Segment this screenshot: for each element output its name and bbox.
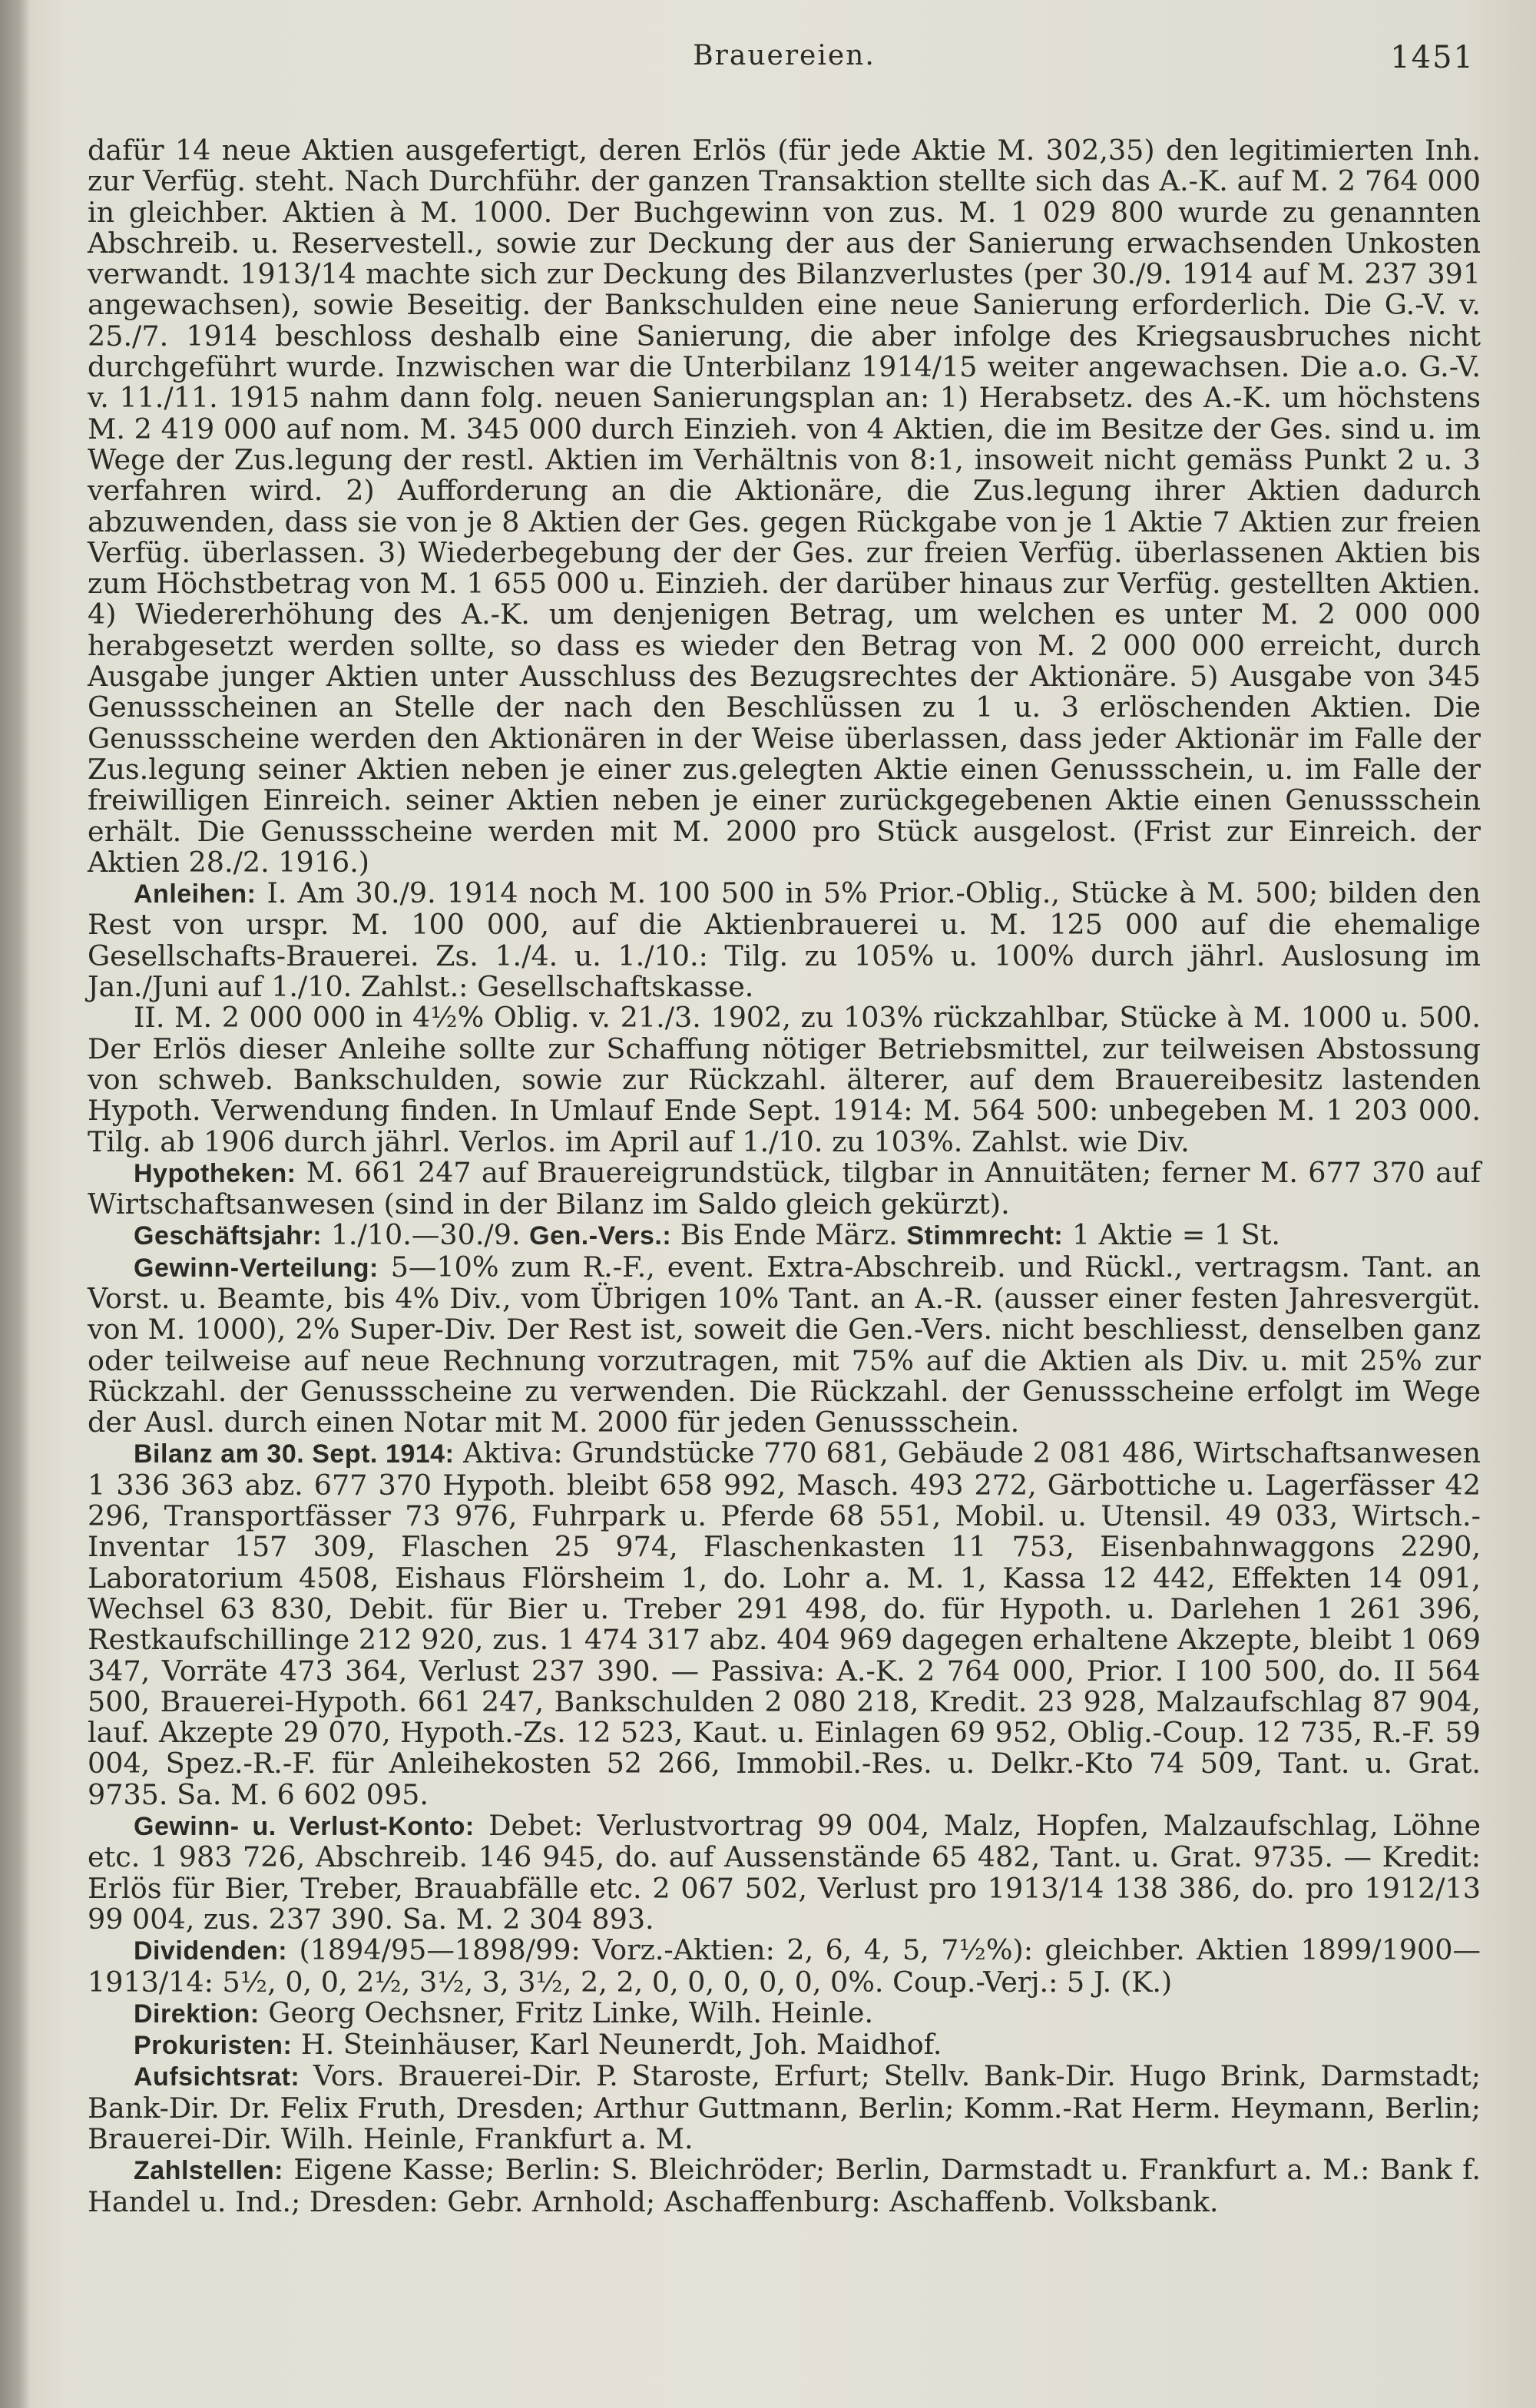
section-label-dividenden: Dividenden: [134, 1936, 288, 1966]
article-body [88, 135, 1481, 2218]
paragraph-prokuristen: Prokuristen: H. Steinhäuser, Karl Neunerdt, Joh. Maidhof. [134, 2028, 942, 2062]
running-title: Brauereien. [693, 40, 876, 71]
paragraph-aufsichtsrat: Aufsichtsrat: Vors. Brauerei-Dir. P. Staroste, Erfurt; Stellv. Bank-Dir. Hugo Brink, Darmstadt; Bank-Dir. Dr. Felix Fruth, Dresden; Arthur Guttmann, Berlin; Komm.-Rat Herm. Heymann, Berlin; Brauerei-Dir. Wilh. Heinle, Frankfurt a. M. [88, 2059, 1481, 2155]
paragraph-geschaeftsjahr: Geschäftsjahr: 1./10.—30./9. Gen.-Vers.: Bis Ende März. Stimmrecht: 1 Aktie = 1 St. [134, 1218, 1280, 1252]
book-gutter-shadow [0, 0, 31, 2408]
section-label-stimmrecht: Stimmrecht: [906, 1221, 1064, 1251]
section-label-bilanz: Bilanz am 30. Sept. 1914: [134, 1439, 455, 1469]
paragraph-zahlstellen: Zahlstellen: Eigene Kasse; Berlin: S. Bleichröder; Berlin, Darmstadt u. Frankfurt a. M.: Bank f. Handel u. Ind.; Dresden: Gebr. Arnhold; Aschaffenburg: Aschaffenb. Volksbank. [88, 2153, 1481, 2218]
section-label-gewinn-verteilung: Gewinn-Verteilung: [134, 1253, 379, 1283]
section-label-prokuristen: Prokuristen: [134, 2031, 293, 2061]
paragraph-anleihe-ii: II. M. 2 000 000 in 4½% Oblig. v. 21./3. 1902, zu 103% rückzahlbar, Stücke à M. 1000 u. 500. Der Erlös dieser Anleihe sollte zur Schaffung nötiger Betriebsmittel, zur teilweisen Abstossung von schweb. Bankschulden, sowie zur Rückzahl. älterer, auf dem Brauereibesitz lastenden Hypoth. Verwendung finden. In Umlauf Ende Sept. 1914: M. 564 500: unbegeben M. 1 203 000. Tilg. ab 1906 durch jährl. Verlos. im April auf 1./10. zu 103%. Zahlst. wie Div. [88, 1001, 1481, 1158]
paragraph-gewinn-verteilung: Gewinn-Verteilung: 5—10% zum R.-F., event. Extra-Abschreib. und Rückl., vertragsm. Tant. an Vorst. u. Beamte, bis 4% Div., vom Übrigen 10% Tant. an A.-R. (ausser einer festen Jahresvergüt. von M. 1000), 2% Super-Div. Der Rest ist, soweit die Gen.-Vers. nicht beschliesst, denselben ganz oder teilweise auf neue Rechnung vorzutragen, mit 75% auf die Aktien als Div. u. mit 25% zur Rückzahl. der Genussscheine zu verwenden. Die Rückzahl. der Genussscheine erfolgt im Wege der Ausl. durch einen Notar mit M. 2000 für jeden Genussschein. [88, 1250, 1481, 1439]
section-label-gen-vers: Gen.-Vers.: [529, 1221, 672, 1251]
paragraph-hypotheken: Hypotheken: M. 661 247 auf Brauereigrundstück, tilgbar in Annuitäten; ferner M. 677 370 auf Wirtschaftsanwesen (sind in der Bilanz im Saldo gleich gekürzt). [88, 1155, 1481, 1221]
section-label-aufsichtsrat: Aufsichtsrat: [134, 2062, 300, 2092]
section-label-geschaeftsjahr: Geschäftsjahr: [134, 1221, 323, 1251]
section-label-direktion: Direktion: [134, 1999, 260, 2029]
section-label-gewinn-verlust: Gewinn- u. Verlust-Konto: [134, 1812, 475, 1842]
paragraph-gewinn-verlust: Gewinn- u. Verlust-Konto: Debet: Verlustvortrag 99 004, Malz, Hopfen, Malzaufschlag, Löhne etc. 1 983 726, Abschreib. 146 945, do. auf Aussenstände 65 482, Tant. u. Grat. 9735. — Kredit: Erlös für Bier, Treber, Brauabfälle etc. 2 067 502, Verlust pro 1913/14 138 386, do. pro 1912/13 99 004, zus. 237 390. Sa. M. 2 304 893. [88, 1809, 1481, 1936]
paragraph-bilanz: Bilanz am 30. Sept. 1914: Aktiva: Grundstücke 770 681, Gebäude 2 081 486, Wirtschaftsanwesen 1 336 363 abz. 677 370 Hypoth. bleibt 658 992, Masch. 493 272, Gärbottiche u. Lagerfässer 42 296, Transportfässer 73 976, Fuhrpark u. Pferde 68 551, Mobil. u. Utensil. 49 033, Wirtsch.-Inventar 157 309, Flaschen 25 974, Flaschenkasten 11 753, Eisenbahnwaggons 2290, Laboratorium 4508, Eishaus Flörsheim 1, do. Lohr a. M. 1, Kassa 12 442, Effekten 14 091, Wechsel 63 830, Debit. für Bier u. Treber 291 498, do. für Hypoth. u. Darlehen 1 261 396, Restkaufschillinge 212 920, zus. 1 474 317 abz. 404 969 dagegen erhaltene Akzepte, bleibt 1 069 347, Vorräte 473 364, Verlust 237 390. — Passiva: A.-K. 2 764 000, Prior. I 100 500, do. II 564 500, Brauerei-Hypoth. 661 247, Bankschulden 2 080 218, Kredit. 23 928, Malzaufschlag 87 904, lauf. Akzepte 29 070, Hypoth.-Zs. 12 523, Kaut. u. Einlagen 69 952, Oblig.-Coup. 12 735, R.-F. 59 004, Spez.-R.-F. für Anleihekosten 52 266, Immobil.-Res. u. Delkr.-Kto 74 509, Tant. u. Grat. 9735. Sa. M. 6 602 095. [88, 1436, 1481, 1811]
paragraph-dividenden: Dividenden: (1894/95—1898/99: Vorz.-Aktien: 2, 6, 4, 5, 7½%): gleichber. Aktien 1899/1900—1913/14: 5½, 0, 0, 2½, 3½, 3, 3½, 2, 2, 0, 0, 0, 0, 0, 0%. Coup.-Verj.: 5 J. (K.) [88, 1933, 1481, 1999]
paragraph-anleihen: Anleihen: I. Am 30./9. 1914 noch M. 100 500 in 5% Prior.-Oblig., Stücke à M. 500; bilden den Rest von urspr. M. 100 000, auf die Aktienbrauerei u. M. 125 000 auf die ehemalige Gesellschafts-Brauerei. Zs. 1./4. u. 1./10.: Tilg. zu 105% u. 100% durch jährl. Auslosung im Jan./Juni auf 1./10. Zahlst.: Gesellschaftskasse. [88, 876, 1481, 1004]
section-label-hypotheken: Hypotheken: [134, 1158, 296, 1188]
section-label-anleihen: Anleihen: [134, 879, 257, 909]
page-number: 1451 [1390, 40, 1475, 75]
paragraph-sanierung: dafür 14 neue Aktien ausgefertigt, deren Erlös (für jede Aktie M. 302,35) den legitimierten Inh. zur Verfüg. steht. Nach Durchführ. der ganzen Transaktion stellte sich das A.-K. auf M. 2 764 000 in gleichber. Aktien à M. 1000. Der Buchgewinn von zus. M. 1 029 800 wurde zu genannten Abschreib. u. Reservestell., sowie zur Deckung der aus der Sanierung erwachsenden Unkosten verwandt. 1913/14 machte sich zur Deckung des Bilanzverlustes (per 30./9. 1914 auf M. 237 391 angewachsen), sowie Beseitig. der Bankschulden eine neue Sanierung erforderlich. Die G.-V. v. 25./7. 1914 beschloss deshalb eine Sanierung, die aber infolge des Kriegsausbruches nicht durchgeführt wurde. Inzwischen war die Unterbilanz 1914/15 weiter angewachsen. Die a.o. G.-V. v. 11./11. 1915 nahm dann folg. neuen Sanierungsplan an: 1) Herabsetz. des A.-K. um höchstens M. 2 419 000 auf nom. M. 345 000 durch Einzieh. von 4 Aktien, die im Besitze der Ges. sind u. im Wege der Zus.legung der restl. Aktien im Verhältnis von 8:1, insoweit nicht gemäss Punkt 2 u. 3 verfahren wird. 2) Aufforderung an die Aktionäre, die Zus.legung ihrer Aktien dadurch abzuwenden, dass sie von je 8 Aktien der Ges. gegen Rückgabe von je 1 Aktie 7 Aktien zur freien Verfüg. überlassen. 3) Wiederbegebung der der Ges. zur freien Verfüg. überlassenen Aktien bis zum Höchstbetrag von M. 1 655 000 u. Einzieh. der darüber hinaus zur Verfüg. gestellten Aktien. 4) Wiedererhöhung des A.-K. um denjenigen Betrag, um welchen es unter M. 2 000 000 herabgesetzt werden sollte, so dass es wieder den Betrag von M. 2 000 000 erreicht, durch Ausgabe junger Aktien unter Ausschluss des Bezugsrechtes der Aktionäre. 5) Ausgabe von 345 Genussscheinen an Stelle der nach den Beschlüssen zu 1 u. 3 erlöschenden Aktien. Die Genussscheine werden den Aktionären in der Weise überlassen, dass jeder Aktionär im Falle der Zus.legung seiner Aktien neben je einer zus.gelegten Aktie einen Genussschein, u. im Falle der freiwilligen Einreich. seiner Aktien neben je einer zurückgegebenen Aktie einen Genussschein erhält. Die Genussscheine werden mit M. 2000 pro Stück ausgelost. (Frist zur Einreich. der Aktien 28./2. 1916.) [88, 134, 1481, 879]
page-header [88, 40, 1481, 95]
paragraph-direktion: Direktion: Georg Oechsner, Fritz Linke, Wilh. Heinle. [134, 1996, 874, 2029]
section-label-zahlstellen: Zahlstellen: [134, 2156, 283, 2186]
